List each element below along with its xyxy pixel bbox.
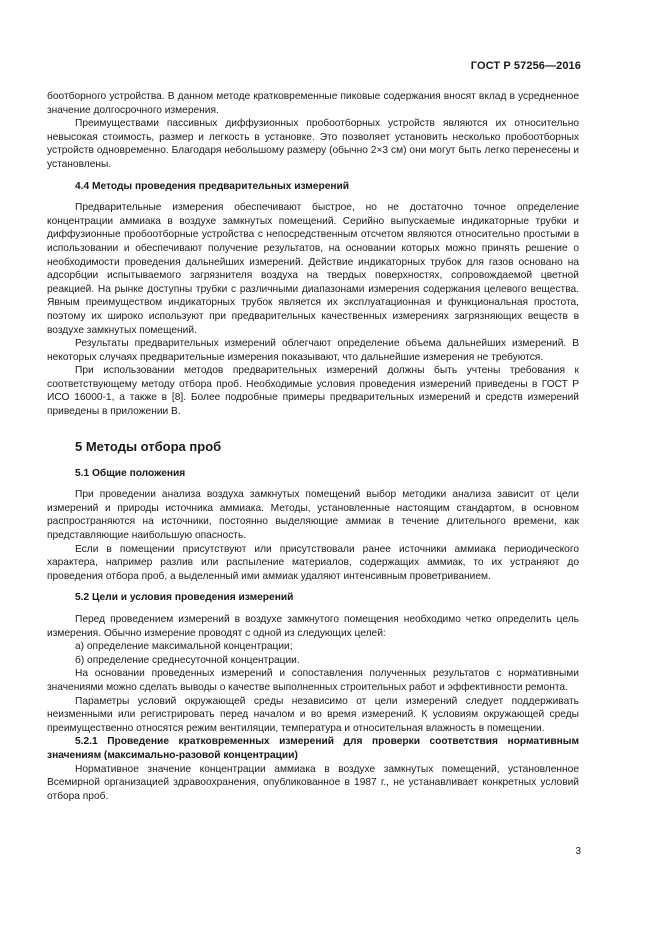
section-5-2-1-title: 5.2.1 Проведение кратковременных измерений для проверки соответствия нормативным значениям (максимально-разовой концентрации) xyxy=(47,736,579,761)
paragraph: Если в помещении присутствуют или присутствовали ранее источники аммиака периодического характера, например разлив или распыление материалов, содержащих аммиак, то их устраняют до проведения отбора проб, а выделенный ими аммиак удаляют интенсивным проветриванием. xyxy=(47,543,579,582)
paragraph: Результаты предварительных измерений облегчают определение объема дальнейших измерений. В некоторых случаях предварительные измерения показывают, что дальнейшие измерения не требуются. xyxy=(47,338,579,363)
section-5-title: 5 Методы отбора проб xyxy=(75,438,222,454)
paragraph: Нормативное значение концентрации аммиака в воздухе замкнутых помещений, установленное Всемирной организацией здравоохранения, опубликованное в 1987 г., не устанавливает конкретных условий отбора проб. xyxy=(47,763,579,802)
paragraph: Перед проведением измерений в воздухе замкнутого помещения необходимо четко определить цель измерения. Обычно измерение проводят с одной из следующих целей: xyxy=(47,614,579,639)
page-content xyxy=(47,90,579,803)
paragraph: Параметры условий окружающей среды независимо от цели измерений следует поддерживать неизменными или регистрировать перед началом и во время измерений. К условиям окружающей среды преимущественно относятся режим вентиляции, температура и относительная влажность в помещении. xyxy=(47,695,579,734)
paragraph: Предварительные измерения обеспечивают быстрое, но не достаточно точное определение концентрации аммиака в воздухе замкнутых помещений. Серийно выпускаемые индикаторные трубки и диффузионные пробоотборные устройства с непосредственным отсчетом являются относительно простыми в использовании и обеспечивают получение результатов, на основании которых можно принять решение о необходимости проведения дальнейших измерений. Действие индикаторных трубок для газов основано на адсорбции испытываемого загрязнителя воздуха на твердых поверхностях, сопровождаемой цветной реакцией. На рынке доступны трубки с различными диапазонами измерения содержания целевого вещества. Явным преимуществом индикаторных трубок является их эксплуатационная и функциональная простота, поэтому их широко используют при предварительных качественных измерениях загрязняющих веществ в воздухе замкнутых помещений. xyxy=(47,202,579,336)
page-number: 3 xyxy=(575,846,581,857)
paragraph: боотборного устройства. В данном методе кратковременные пиковые содержания вносят вклад в усредненное значение долгосрочного измерения. xyxy=(47,91,579,116)
document-header-standard: ГОСТ Р 57256—2016 xyxy=(470,60,581,72)
paragraph: При использовании методов предварительных измерений должны быть учтены требования к соответствующему методу отбора проб. Необходимые условия проведения измерений приведены в ГОСТ Р ИСО 16000-1, а также в [8]. Более подробные примеры предварительных измерений и средств измерений приведены в приложении В. xyxy=(47,365,579,418)
section-5-2-title: 5.2 Цели и условия проведения измерений xyxy=(75,592,294,604)
list-item: а) определение максимальной концентрации; xyxy=(75,641,293,653)
paragraph: При проведении анализа воздуха замкнутых помещений выбор методики анализа зависит от цели измерений и природы источника аммиака. Методы, установленные настоящим стандартом, в основном распространяются на источники, постоянно выделяющие аммиак в течение длительного времени, как представляющие наибольшую опасность. xyxy=(47,489,579,542)
paragraph: Преимуществами пассивных диффузионных пробоотборных устройств являются их относительно невысокая стоимость, размер и легкость в установке. Это позволяет установить несколько пробоотборных устройств одновременно. Благодаря небольшому размеру (обычно 2×3 см) они могут быть легко перенесены и установлены. xyxy=(47,118,579,170)
paragraph: На основании проведенных измерений и сопоставления полученных результатов с нормативными значениями можно сделать выводы о качестве выполненных строительных работ и эффективности ремонта. xyxy=(47,668,579,693)
section-4-4-title: 4.4 Методы проведения предварительных измерений xyxy=(75,180,350,192)
section-5-1-title: 5.1 Общие положения xyxy=(75,467,186,479)
list-item: б) определение среднесуточной концентрации. xyxy=(75,654,300,666)
